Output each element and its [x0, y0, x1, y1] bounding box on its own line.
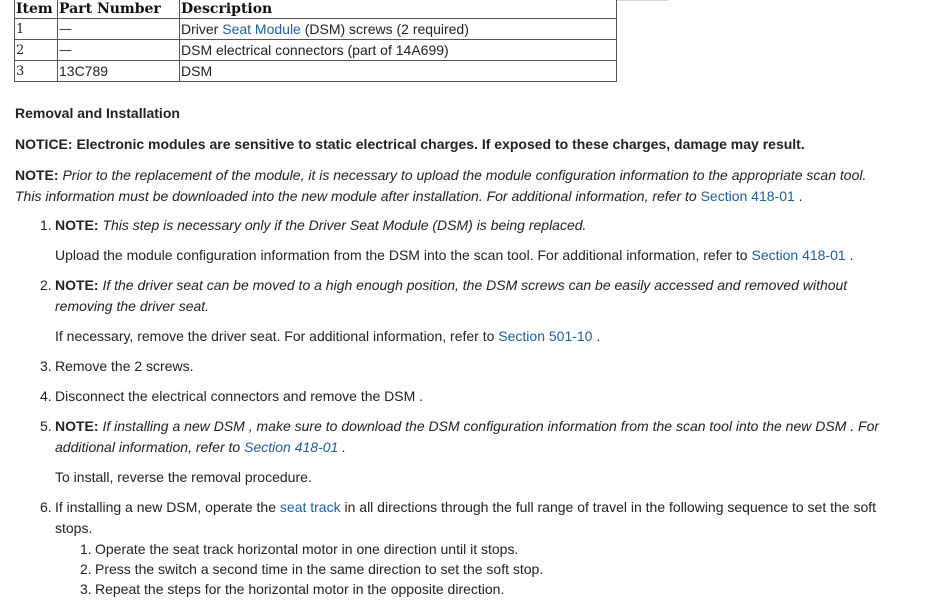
list-item: [40, 215, 880, 266]
step-instruction: [55, 245, 880, 266]
note-text: Prior to the replacement of the module, it is necessary to upload the module configuration information to the appropriate scan tool. This information must be downloaded into the new module after installation. For additional information, refer to: [15, 167, 867, 204]
sub-step-number: 2.: [80, 561, 92, 577]
step-note-text: If the driver seat can be moved to a high enough position, the DSM screws can be easily accessed and removed without removing the driver seat.: [55, 277, 848, 314]
section-418-01-link[interactable]: Section 418-01: [751, 247, 846, 263]
step-number: 5.: [40, 418, 52, 434]
step-number: 2.: [40, 277, 52, 293]
list-item: [40, 416, 880, 488]
sub-step-text: Repeat the steps for the horizontal motor in the opposite direction.: [95, 581, 505, 597]
item-cell: 3: [15, 61, 58, 82]
table-row: [15, 19, 617, 40]
step-note-text: This step is necessary only if the Driver Seat Module (DSM) is being replaced.: [98, 217, 587, 233]
steps-list: [15, 215, 880, 599]
header-item: Item: [15, 0, 58, 19]
header-description: Description: [180, 0, 617, 19]
description-text: Driver: [181, 20, 223, 37]
step-text: in all directions through the full range of travel in the following sequence to set the soft stops.: [55, 499, 877, 536]
section-heading: Removal and Installation: [15, 105, 180, 121]
item-cell: 2: [15, 40, 58, 61]
note-label: NOTE:: [55, 418, 99, 434]
list-item: [40, 356, 880, 377]
list-item: [80, 539, 880, 559]
table-row: [15, 40, 617, 61]
step-number: 3.: [40, 358, 52, 374]
top-divider: [616, 0, 668, 1]
step-note-text: If installing a new DSM , make sure to download the DSM configuration information from the scan tool into the new DSM . For additional information, refer to: [55, 418, 880, 455]
seat-module-link[interactable]: Seat Module: [222, 20, 301, 37]
description-text: (DSM) screws (2 required): [300, 20, 469, 37]
sub-step-text: Operate the seat track horizontal motor in one direction until it stops.: [95, 541, 519, 557]
instruction-end: .: [592, 328, 601, 344]
notice-text: NOTICE: Electronic modules are sensitive to static electrical charges. If exposed to these charges, damage may result.: [15, 136, 805, 152]
instruction-text: Upload the module configuration information from the DSM into the scan tool. For additional information, refer to: [55, 247, 752, 263]
step-text: Disconnect the electrical connectors and remove the DSM .: [55, 388, 424, 404]
list-item: [40, 497, 880, 599]
section-418-01-link[interactable]: Section 418-01: [244, 439, 339, 455]
list-item: [80, 579, 880, 599]
seat-track-link[interactable]: seat track: [279, 499, 341, 515]
description-cell: DSM electrical connectors (part of 14A699): [180, 40, 617, 61]
note-end: .: [794, 188, 803, 204]
description-cell: [180, 19, 617, 40]
step-instruction: [55, 326, 880, 347]
section-501-10-link[interactable]: Section 501-10: [498, 328, 593, 344]
step-number: 1.: [40, 217, 52, 233]
sub-step-number: 1.: [80, 541, 92, 557]
sub-steps-list: [55, 539, 880, 599]
header-part-number: Part Number: [58, 0, 180, 19]
module-note: [15, 165, 880, 207]
note-end: .: [338, 439, 347, 455]
part-number-cell: —: [58, 40, 180, 61]
step-text: If installing a new DSM, operate the: [55, 499, 280, 515]
note-label: NOTE:: [55, 217, 99, 233]
part-number-cell: 13C789: [58, 61, 180, 82]
step-text: Remove the 2 screws.: [55, 358, 194, 374]
item-cell: 1: [15, 19, 58, 40]
note-label: NOTE:: [15, 167, 59, 183]
instruction-end: .: [845, 247, 854, 263]
step-number: 6.: [40, 499, 52, 515]
parts-table: [14, 0, 617, 82]
description-cell: DSM: [180, 61, 617, 82]
list-item: [40, 386, 880, 407]
section-418-01-link[interactable]: Section 418-01: [700, 188, 795, 204]
procedure-content: [15, 103, 880, 599]
part-number-cell: —: [58, 19, 180, 40]
list-item: [80, 559, 880, 579]
step-instruction: To install, reverse the removal procedure.: [55, 469, 312, 485]
list-item: [40, 275, 880, 347]
note-label: NOTE:: [55, 277, 99, 293]
instruction-text: If necessary, remove the driver seat. For additional information, refer to: [55, 328, 499, 344]
sub-step-number: 3.: [80, 581, 92, 597]
table-header-row: [15, 0, 617, 19]
table-row: [15, 61, 617, 82]
sub-step-text: Press the switch a second time in the same direction to set the soft stop.: [95, 561, 544, 577]
step-number: 4.: [40, 388, 52, 404]
